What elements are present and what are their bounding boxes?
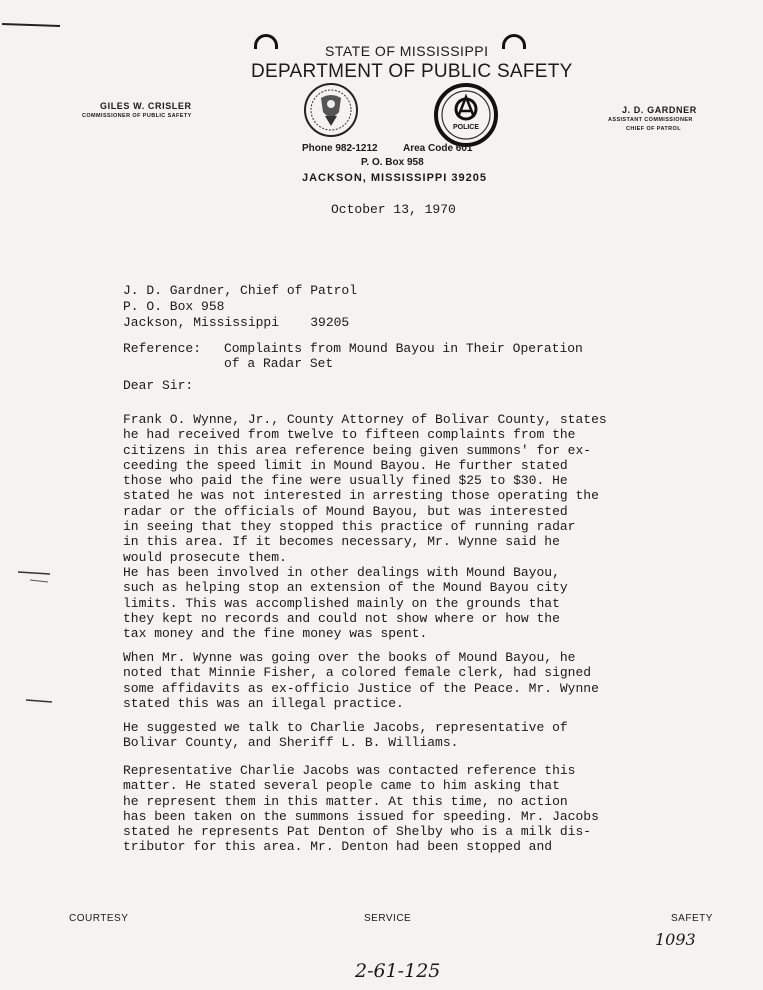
addressee-line: Jackson, Mississippi 39205 (123, 315, 350, 330)
paragraph-line: such as helping stop an extension of the Mound Bayou city (123, 580, 568, 596)
paragraph-line: limits. This was accomplished mainly on the grounds that (123, 595, 560, 611)
letter-date: October 13, 1970 (331, 202, 456, 217)
paragraph-line: ceeding the speed limit in Mound Bayou. He further stated (123, 457, 568, 473)
paragraph-line: tax money and the fine money was spent. (123, 626, 428, 642)
paragraph-line: has been taken on the summons issued for speeding. Mr. Jacobs (123, 808, 599, 824)
reference-label: Reference: (123, 341, 202, 356)
handwritten-file-number: 2-61-125 (355, 960, 441, 982)
footer-safety: SAFETY (671, 913, 713, 924)
letterhead-department: DEPARTMENT OF PUBLIC SAFETY (251, 61, 573, 82)
letterhead-area-code: Area Code 601 (403, 143, 473, 154)
paragraph-line: Frank O. Wynne, Jr., County Attorney of Bolivar County, states (123, 412, 607, 427)
paragraph-line: he had received from twelve to fifteen complaints from the (123, 427, 576, 443)
paragraph-line: He has been involved in other dealings with Mound Bayou, (123, 565, 560, 580)
paragraph-line: stated this was an illegal practice. (123, 695, 404, 711)
addressee-line: P. O. Box 958 (123, 299, 225, 314)
paragraph-line: noted that Minnie Fisher, a colored female clerk, had signed (123, 665, 592, 681)
letterhead-po-box: P. O. Box 958 (361, 157, 424, 168)
letterhead-city: JACKSON, MISSISSIPPI 39205 (302, 172, 487, 184)
paragraph-line: in seeing that they stopped this practice of running radar (123, 519, 576, 535)
paragraph-line: some affidavits as ex-officio Justice of the Peace. Mr. Wynne (123, 680, 599, 696)
paragraph-line: would prosecute them. (123, 549, 287, 565)
police-seal-icon (434, 83, 498, 147)
paragraph-line: stated he represents Pat Denton of Shelby who is a milk dis- (123, 824, 592, 840)
paragraph-line: Bolivar County, and Sheriff L. B. Williams. (123, 735, 459, 751)
left-official-name: GILES W. CRISLER (100, 101, 192, 111)
right-official-title-1: ASSISTANT COMMISSIONER (608, 117, 693, 123)
footer-service: SERVICE (364, 913, 412, 924)
right-bracket-icon (502, 34, 526, 49)
addressee-block (123, 283, 357, 331)
body-paragraph-1 (123, 412, 663, 565)
body-paragraph-5 (123, 763, 663, 855)
handwritten-mark: 1093 (655, 930, 696, 949)
footer-courtesy: COURTESY (69, 913, 129, 924)
body-paragraph-4 (123, 720, 663, 751)
addressee-line: J. D. Gardner, Chief of Patrol (123, 283, 358, 298)
police-seal-label: POLICE (452, 124, 480, 131)
reference-text (224, 341, 583, 371)
state-seal-icon (303, 82, 359, 138)
paragraph-line: he represent them in this matter. At this time, no action (123, 793, 568, 809)
margin-mark (0, 690, 60, 720)
paragraph-line: Representative Charlie Jacobs was contacted reference this (123, 763, 576, 778)
paragraph-line: those who paid the fine were usually fined $25 to $30. He (123, 473, 568, 489)
body-paragraph-3 (123, 650, 663, 711)
left-bracket-icon (254, 34, 278, 49)
paragraph-line: tributor for this area. Mr. Denton had been stopped and (123, 839, 553, 855)
right-official-name: J. D. GARDNER (622, 105, 697, 115)
paragraph-line: radar or the officials of Mound Bayou, but was interested (123, 503, 568, 519)
paragraph-line: When Mr. Wynne was going over the books of Mound Bayou, he (123, 650, 576, 665)
paragraph-line: matter. He stated several people came to him asking that (123, 778, 560, 794)
margin-mark (0, 560, 60, 600)
letterhead-phone: Phone 982-1212 (302, 143, 378, 154)
left-official-title: COMMISSIONER OF PUBLIC SAFETY (82, 113, 192, 119)
reference-line: of a Radar Set (224, 356, 334, 371)
paragraph-line: they kept no records and could not show where or how the (123, 610, 560, 626)
corner-mark (0, 18, 70, 32)
paragraph-line: stated he was not interested in arresting those operating the (123, 488, 599, 504)
right-official-title-2: CHIEF OF PATROL (626, 126, 681, 132)
body-paragraph-2 (123, 565, 663, 641)
paragraph-line: in this area. If it becomes necessary, Mr. Wynne said he (123, 534, 560, 550)
salutation: Dear Sir: (123, 378, 194, 393)
reference-line: Complaints from Mound Bayou in Their Operation (224, 341, 583, 356)
paragraph-line: citizens in this area reference being given summons' for ex- (123, 442, 592, 458)
letterhead-state: STATE OF MISSISSIPPI (325, 43, 489, 59)
paragraph-line: He suggested we talk to Charlie Jacobs, representative of (123, 720, 568, 735)
